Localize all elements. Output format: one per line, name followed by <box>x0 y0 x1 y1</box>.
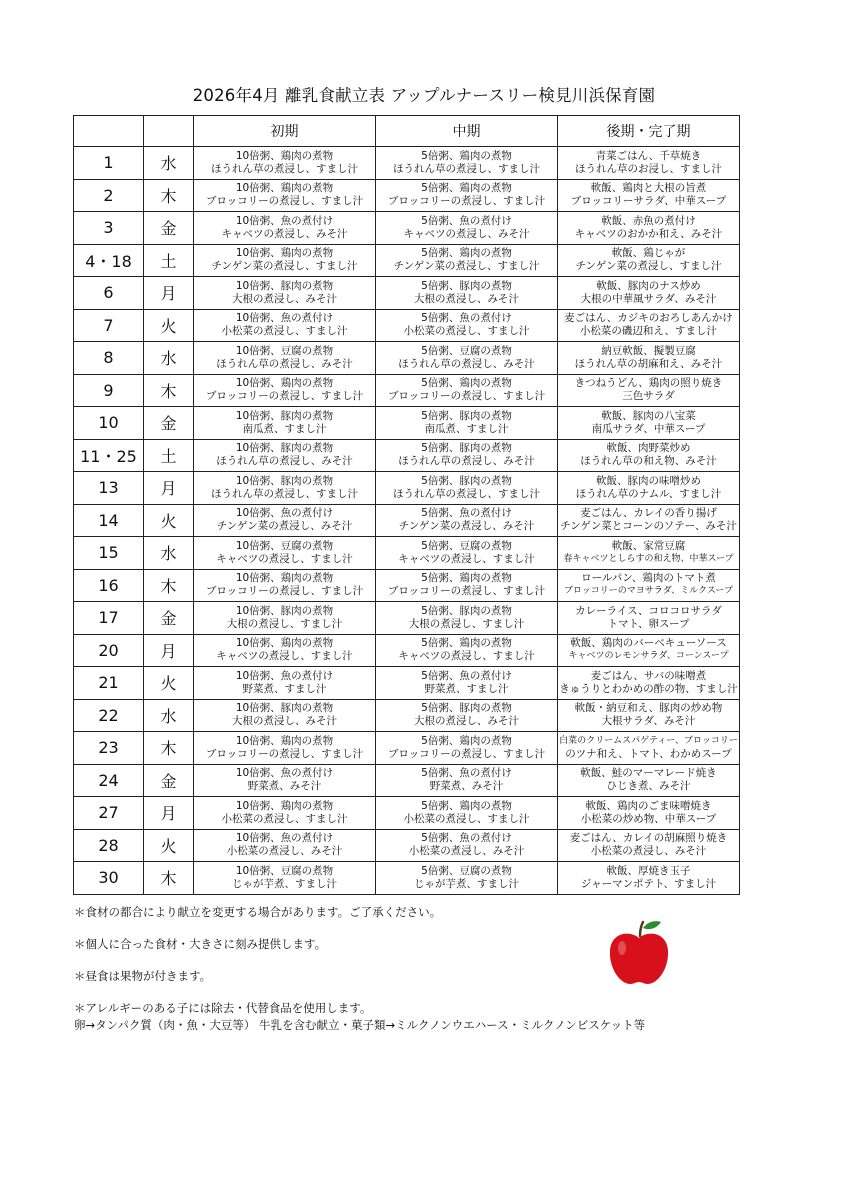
early-meal-cell <box>194 602 376 635</box>
meal-line: ひじき煮、みそ汁 <box>606 780 691 793</box>
meal-line: 10倍粥、魚の煮付け <box>235 832 334 845</box>
meal-line: キャベツの煮浸し、みそ汁 <box>403 227 530 240</box>
mid-meal-cell <box>376 504 558 537</box>
day-cell: 15 <box>74 537 144 570</box>
meal-line: 小松菜の煮浸し、すまし汁 <box>403 325 530 338</box>
note-4: ＊アレルギーのある子には除去・代替食品を使用します。 <box>74 1001 372 1015</box>
mid-meal-cell <box>376 699 558 732</box>
meal-line: 小松菜の煮浸し、すまし汁 <box>221 325 348 338</box>
table-row <box>74 472 740 505</box>
meal-line: 10倍粥、豚肉の煮物 <box>235 442 334 455</box>
header-mid: 中期 <box>376 116 558 147</box>
mid-meal-cell <box>376 537 558 570</box>
weekday-cell: 月 <box>144 472 194 505</box>
meal-line: 軟飯、赤魚の煮付け <box>601 214 696 227</box>
early-meal-cell <box>194 862 376 895</box>
allergy-detail: 卵→タンパク質（肉・魚・大豆等） 牛乳を含む献立・菓子類→ミルクノンウエハース・ミルクノンビスケット等 <box>74 1018 646 1032</box>
day-cell: 27 <box>74 797 144 830</box>
menu-table <box>73 115 740 895</box>
day-cell: 16 <box>74 569 144 602</box>
mid-meal-cell <box>376 569 558 602</box>
meal-line: 三色サラダ <box>622 390 675 403</box>
day-cell: 22 <box>74 699 144 732</box>
meal-line: 小松菜の煮浸し、すまし汁 <box>403 812 530 825</box>
meal-line: ブロッコリーの煮浸し、すまし汁 <box>387 747 546 760</box>
meal-line: ブロッコリーの煮浸し、すまし汁 <box>205 747 364 760</box>
meal-line: ロールパン、鶏肉のトマト煮 <box>581 572 716 585</box>
table-row <box>74 667 740 700</box>
meal-line: 10倍粥、豆腐の煮物 <box>235 344 334 357</box>
early-meal-cell <box>194 797 376 830</box>
meal-line: 野菜煮、すまし汁 <box>424 682 509 695</box>
table-row <box>74 634 740 667</box>
weekday-cell: 木 <box>144 862 194 895</box>
mid-meal-cell <box>376 732 558 765</box>
late-meal-cell <box>558 797 740 830</box>
late-meal-cell <box>558 309 740 342</box>
meal-line: 麦ごはん、カジキのおろしあんかけ <box>564 312 733 325</box>
meal-line: キャベツの煮浸し、すまし汁 <box>398 650 535 663</box>
meal-line: 納豆軟飯、擬製豆腐 <box>601 344 696 357</box>
note-1: ＊食材の都合により献立を変更する場合があります。ご了承ください。 <box>74 905 442 919</box>
meal-line: ブロッコリーの煮浸し、すまし汁 <box>387 390 546 403</box>
weekday-cell: 火 <box>144 504 194 537</box>
apple-stem <box>640 922 643 936</box>
late-meal-cell <box>558 439 740 472</box>
weekday-cell: 金 <box>144 212 194 245</box>
meal-line: 白菜のクリームスパゲティー、ブロッコリー <box>559 735 738 746</box>
mid-meal-cell <box>376 342 558 375</box>
meal-line: 10倍粥、豆腐の煮物 <box>235 539 334 552</box>
table-row <box>74 244 740 277</box>
meal-line: 10倍粥、鶏肉の煮物 <box>235 247 334 260</box>
early-meal-cell <box>194 277 376 310</box>
table-row <box>74 504 740 537</box>
meal-line: ブロッコリーの煮浸し、すまし汁 <box>387 195 546 208</box>
meal-line: 5倍粥、豚肉の煮物 <box>421 442 512 455</box>
day-cell: 4・18 <box>74 244 144 277</box>
table-row <box>74 179 740 212</box>
meal-line: ほうれん草の和え物、みそ汁 <box>580 455 717 468</box>
meal-line: 南瓜煮、すまし汁 <box>242 422 327 435</box>
day-cell: 21 <box>74 667 144 700</box>
meal-line: 5倍粥、魚の煮付け <box>421 507 512 520</box>
late-meal-cell <box>558 732 740 765</box>
meal-line: 大根の煮浸し、みそ汁 <box>414 292 519 305</box>
meal-line: 南瓜煮、すまし汁 <box>424 422 509 435</box>
meal-line: 小松菜の煮浸し、みそ汁 <box>590 845 707 858</box>
header-day <box>74 116 144 147</box>
meal-line: 10倍粥、豚肉の煮物 <box>235 474 334 487</box>
meal-line: キャベツの煮浸し、みそ汁 <box>221 227 348 240</box>
day-cell: 10 <box>74 407 144 440</box>
early-meal-cell <box>194 439 376 472</box>
day-cell: 1 <box>74 147 144 180</box>
meal-line: ほうれん草の煮浸し、すまし汁 <box>211 487 358 500</box>
meal-line: 大根の中華風サラダ、みそ汁 <box>580 292 717 305</box>
table-row <box>74 439 740 472</box>
meal-line: 10倍粥、鶏肉の煮物 <box>235 149 334 162</box>
meal-line: チンゲン菜の煮浸し、すまし汁 <box>575 260 722 273</box>
meal-line: 5倍粥、鶏肉の煮物 <box>421 182 512 195</box>
weekday-cell: 月 <box>144 634 194 667</box>
day-cell: 28 <box>74 829 144 862</box>
meal-line: 10倍粥、鶏肉の煮物 <box>235 637 334 650</box>
apple-body <box>610 934 668 984</box>
meal-line: 10倍粥、豚肉の煮物 <box>235 702 334 715</box>
meal-line: ブロッコリーの煮浸し、すまし汁 <box>205 195 364 208</box>
meal-line: 軟飯、豚肉のナス炒め <box>596 279 701 292</box>
meal-line: ブロッコリーの煮浸し、すまし汁 <box>205 585 364 598</box>
meal-line: 軟飯、豚肉の八宝菜 <box>601 409 696 422</box>
late-meal-cell <box>558 829 740 862</box>
meal-line: 軟飯・納豆和え、豚肉の炒め物 <box>574 702 723 715</box>
meal-line: 10倍粥、豚肉の煮物 <box>235 279 334 292</box>
meal-line: キャベツの煮浸し、すまし汁 <box>216 650 353 663</box>
mid-meal-cell <box>376 147 558 180</box>
table-row <box>74 374 740 407</box>
meal-line: 10倍粥、魚の煮付け <box>235 214 334 227</box>
meal-line: キャベツのおかか和え、みそ汁 <box>574 227 723 240</box>
menu-body <box>74 147 740 895</box>
meal-line: 10倍粥、魚の煮付け <box>235 767 334 780</box>
early-meal-cell <box>194 634 376 667</box>
meal-line: 5倍粥、豆腐の煮物 <box>421 344 512 357</box>
meal-line: 春キャベツとしらすの和え物、中華スープ <box>563 553 734 564</box>
meal-line: ほうれん草の煮浸し、みそ汁 <box>216 357 353 370</box>
table-row <box>74 862 740 895</box>
meal-line: 5倍粥、鶏肉の煮物 <box>421 637 512 650</box>
meal-line: 5倍粥、豚肉の煮物 <box>421 702 512 715</box>
meal-line: ブロッコリーサラダ、中華スープ <box>570 195 727 208</box>
meal-line: 軟飯、厚焼き玉子 <box>606 864 691 877</box>
meal-line: 大根の煮浸し、すまし汁 <box>408 617 525 630</box>
header-row <box>74 116 740 147</box>
meal-line: ほうれん草の煮浸し、すまし汁 <box>393 162 540 175</box>
table-row <box>74 309 740 342</box>
weekday-cell: 火 <box>144 829 194 862</box>
meal-line: 軟飯、鶏肉のバーベキューソース <box>570 637 727 650</box>
late-meal-cell <box>558 244 740 277</box>
meal-line: 5倍粥、豚肉の煮物 <box>421 604 512 617</box>
meal-line: 5倍粥、魚の煮付け <box>421 832 512 845</box>
table-row <box>74 602 740 635</box>
meal-line: キャベツの煮浸し、すまし汁 <box>216 552 353 565</box>
day-cell: 30 <box>74 862 144 895</box>
early-meal-cell <box>194 244 376 277</box>
weekday-cell: 月 <box>144 277 194 310</box>
meal-line: 麦ごはん、カレイの香り揚げ <box>580 507 717 520</box>
mid-meal-cell <box>376 309 558 342</box>
meal-line: 5倍粥、魚の煮付け <box>421 767 512 780</box>
mid-meal-cell <box>376 634 558 667</box>
meal-line: キャベツのレモンサラダ、コーンスープ <box>568 651 729 662</box>
late-meal-cell <box>558 537 740 570</box>
early-meal-cell <box>194 472 376 505</box>
early-meal-cell <box>194 732 376 765</box>
meal-line: 南瓜サラダ、中華スープ <box>591 422 706 435</box>
day-cell: 8 <box>74 342 144 375</box>
meal-line: 麦ごはん、カレイの胡麻照り焼き <box>569 832 728 845</box>
meal-line: 大根の煮浸し、すまし汁 <box>226 617 343 630</box>
meal-line: 5倍粥、魚の煮付け <box>421 312 512 325</box>
late-meal-cell <box>558 634 740 667</box>
early-meal-cell <box>194 212 376 245</box>
meal-line: 10倍粥、鶏肉の煮物 <box>235 572 334 585</box>
early-meal-cell <box>194 569 376 602</box>
meal-line: 野菜煮、すまし汁 <box>242 682 327 695</box>
day-cell: 20 <box>74 634 144 667</box>
table-row <box>74 537 740 570</box>
meal-line: きゅうりとわかめの酢の物、すまし汁 <box>559 682 738 695</box>
meal-line: 軟飯、肉野菜炒め <box>606 442 691 455</box>
mid-meal-cell <box>376 667 558 700</box>
late-meal-cell <box>558 472 740 505</box>
meal-line: きつねうどん、鶏肉の照り焼き <box>574 377 723 390</box>
weekday-cell: 金 <box>144 407 194 440</box>
early-meal-cell <box>194 374 376 407</box>
mid-meal-cell <box>376 797 558 830</box>
day-cell: 7 <box>74 309 144 342</box>
mid-meal-cell <box>376 407 558 440</box>
meal-line: 10倍粥、鶏肉の煮物 <box>235 377 334 390</box>
table-row <box>74 342 740 375</box>
day-cell: 3 <box>74 212 144 245</box>
meal-line: 10倍粥、魚の煮付け <box>235 669 334 682</box>
late-meal-cell <box>558 179 740 212</box>
meal-line: チンゲン菜の煮浸し、すまし汁 <box>211 260 358 273</box>
table-row <box>74 699 740 732</box>
late-meal-cell <box>558 862 740 895</box>
mid-meal-cell <box>376 439 558 472</box>
meal-line: 大根サラダ、みそ汁 <box>601 715 696 728</box>
weekday-cell: 金 <box>144 764 194 797</box>
weekday-cell: 火 <box>144 667 194 700</box>
meal-line: 5倍粥、豚肉の煮物 <box>421 474 512 487</box>
early-meal-cell <box>194 504 376 537</box>
weekday-cell: 水 <box>144 147 194 180</box>
meal-line: 小松菜の煮浸し、みそ汁 <box>226 845 343 858</box>
meal-line: ほうれん草の煮浸し、すまし汁 <box>211 162 358 175</box>
meal-line: 野菜煮、みそ汁 <box>247 780 322 793</box>
meal-line: 軟飯、鮭のマーマレード焼き <box>580 767 717 780</box>
mid-meal-cell <box>376 277 558 310</box>
late-meal-cell <box>558 504 740 537</box>
early-meal-cell <box>194 342 376 375</box>
late-meal-cell <box>558 277 740 310</box>
meal-line: 10倍粥、鶏肉の煮物 <box>235 799 334 812</box>
weekday-cell: 月 <box>144 797 194 830</box>
late-meal-cell <box>558 764 740 797</box>
meal-line: 野菜煮、みそ汁 <box>429 780 504 793</box>
table-row <box>74 569 740 602</box>
note-3: ＊昼食は果物が付きます。 <box>74 969 212 983</box>
meal-line: 軟飯、豚肉の味噌炒め <box>596 474 701 487</box>
weekday-cell: 金 <box>144 602 194 635</box>
mid-meal-cell <box>376 472 558 505</box>
late-meal-cell <box>558 212 740 245</box>
day-cell: 9 <box>74 374 144 407</box>
late-meal-cell <box>558 147 740 180</box>
meal-line: 10倍粥、鶏肉の煮物 <box>235 734 334 747</box>
notes <box>74 905 645 1033</box>
early-meal-cell <box>194 179 376 212</box>
meal-line: 軟飯、鶏肉と大根の旨煮 <box>590 182 707 195</box>
early-meal-cell <box>194 407 376 440</box>
day-cell: 14 <box>74 504 144 537</box>
early-meal-cell <box>194 667 376 700</box>
late-meal-cell <box>558 407 740 440</box>
meal-line: じゃが芋煮、すまし汁 <box>232 877 337 890</box>
late-meal-cell <box>558 569 740 602</box>
meal-line: ジャーマンポテト、すまし汁 <box>580 877 717 890</box>
late-meal-cell <box>558 342 740 375</box>
meal-line: 青菜ごはん、千草焼き <box>595 149 702 162</box>
weekday-cell: 水 <box>144 699 194 732</box>
mid-meal-cell <box>376 212 558 245</box>
meal-line: ほうれん草の胡麻和え、みそ汁 <box>574 357 723 370</box>
note-2: ＊個人に合った食材・大きさに刻み提供します。 <box>74 937 327 951</box>
meal-line: 5倍粥、鶏肉の煮物 <box>421 377 512 390</box>
meal-line: のツナ和え、トマト、わかめスープ <box>565 747 732 760</box>
meal-line: ブロッコリーの煮浸し、すまし汁 <box>205 390 364 403</box>
meal-line: 10倍粥、豚肉の煮物 <box>235 604 334 617</box>
weekday-cell: 水 <box>144 537 194 570</box>
early-meal-cell <box>194 829 376 862</box>
day-cell: 2 <box>74 179 144 212</box>
meal-line: ブロッコリーの煮浸し、すまし汁 <box>387 585 546 598</box>
weekday-cell: 木 <box>144 374 194 407</box>
meal-line: 軟飯、鶏肉のごま味噌焼き <box>585 799 712 812</box>
weekday-cell: 水 <box>144 342 194 375</box>
meal-line: カレーライス、コロコロサラダ <box>575 604 722 617</box>
weekday-cell: 木 <box>144 569 194 602</box>
meal-line: キャベツの煮浸し、すまし汁 <box>398 552 535 565</box>
meal-line: 5倍粥、鶏肉の煮物 <box>421 734 512 747</box>
meal-line: ほうれん草のお浸し、すまし汁 <box>575 162 722 175</box>
mid-meal-cell <box>376 602 558 635</box>
meal-line: ほうれん草のナムル、すまし汁 <box>575 487 722 500</box>
early-meal-cell <box>194 764 376 797</box>
mid-meal-cell <box>376 374 558 407</box>
late-meal-cell <box>558 374 740 407</box>
table-row <box>74 829 740 862</box>
meal-line: 5倍粥、鶏肉の煮物 <box>421 149 512 162</box>
table-row <box>74 212 740 245</box>
meal-line: 小松菜の煮浸し、すまし汁 <box>221 812 348 825</box>
meal-line: 5倍粥、豚肉の煮物 <box>421 409 512 422</box>
meal-line: 5倍粥、鶏肉の煮物 <box>421 247 512 260</box>
meal-line: チンゲン菜の煮浸し、すまし汁 <box>393 260 540 273</box>
mid-meal-cell <box>376 829 558 862</box>
meal-line: トマト、卵スープ <box>607 617 690 630</box>
meal-line: じゃが芋煮、すまし汁 <box>414 877 519 890</box>
meal-line: 大根の煮浸し、みそ汁 <box>414 715 519 728</box>
meal-line: 5倍粥、鶏肉の煮物 <box>421 799 512 812</box>
meal-line: チンゲン菜とコーンのソテー、みそ汁 <box>560 520 737 533</box>
meal-line: 軟飯、家常豆腐 <box>611 539 686 552</box>
meal-line: 軟飯、鶏じゃが <box>611 247 686 260</box>
meal-line: チンゲン菜の煮浸し、みそ汁 <box>398 520 535 533</box>
meal-line: ブロッコリーのマヨサラダ、ミルクスープ <box>563 586 734 597</box>
late-meal-cell <box>558 667 740 700</box>
meal-line: 大根の煮浸し、みそ汁 <box>232 715 337 728</box>
meal-line: 5倍粥、鶏肉の煮物 <box>421 572 512 585</box>
meal-line: 5倍粥、豚肉の煮物 <box>421 279 512 292</box>
table-row <box>74 407 740 440</box>
meal-line: 麦ごはん、サバの味噌煮 <box>590 669 707 682</box>
meal-line: ほうれん草の煮浸し、みそ汁 <box>216 455 353 468</box>
table-row <box>74 147 740 180</box>
meal-line: 小松菜の炒め物、中華スープ <box>580 812 717 825</box>
weekday-cell: 土 <box>144 244 194 277</box>
table-row <box>74 732 740 765</box>
day-cell: 13 <box>74 472 144 505</box>
day-cell: 23 <box>74 732 144 765</box>
apple-icon <box>606 918 672 988</box>
early-meal-cell <box>194 537 376 570</box>
early-meal-cell <box>194 309 376 342</box>
day-cell: 11・25 <box>74 439 144 472</box>
day-cell: 6 <box>74 277 144 310</box>
header-weekday <box>144 116 194 147</box>
weekday-cell: 火 <box>144 309 194 342</box>
meal-line: 5倍粥、魚の煮付け <box>421 669 512 682</box>
early-meal-cell <box>194 147 376 180</box>
late-meal-cell <box>558 699 740 732</box>
meal-line: ほうれん草の煮浸し、みそ汁 <box>398 357 535 370</box>
table-row <box>74 764 740 797</box>
day-cell: 24 <box>74 764 144 797</box>
day-cell: 17 <box>74 602 144 635</box>
weekday-cell: 木 <box>144 179 194 212</box>
meal-line: ほうれん草の煮浸し、みそ汁 <box>398 455 535 468</box>
apple-leaf <box>643 921 661 929</box>
meal-line: 5倍粥、豆腐の煮物 <box>421 864 512 877</box>
mid-meal-cell <box>376 244 558 277</box>
meal-line: チンゲン菜の煮浸し、みそ汁 <box>216 520 353 533</box>
meal-line: 10倍粥、鶏肉の煮物 <box>235 182 334 195</box>
meal-line: 5倍粥、豆腐の煮物 <box>421 539 512 552</box>
mid-meal-cell <box>376 179 558 212</box>
meal-line: 10倍粥、豚肉の煮物 <box>235 409 334 422</box>
meal-line: 5倍粥、魚の煮付け <box>421 214 512 227</box>
early-meal-cell <box>194 699 376 732</box>
meal-line: 小松菜の煮浸し、みそ汁 <box>408 845 525 858</box>
meal-line: ほうれん草の煮浸し、すまし汁 <box>393 487 540 500</box>
header-late: 後期・完了期 <box>558 116 740 147</box>
table-row <box>74 277 740 310</box>
meal-line: 10倍粥、豆腐の煮物 <box>235 864 334 877</box>
header-early: 初期 <box>194 116 376 147</box>
meal-line: 大根の煮浸し、みそ汁 <box>232 292 337 305</box>
late-meal-cell <box>558 602 740 635</box>
weekday-cell: 木 <box>144 732 194 765</box>
mid-meal-cell <box>376 764 558 797</box>
page-title: 2026年4月 離乳食献立表 アップルナースリー検見川浜保育園 <box>192 86 656 105</box>
meal-line: 10倍粥、魚の煮付け <box>235 507 334 520</box>
meal-line: 10倍粥、魚の煮付け <box>235 312 334 325</box>
table-row <box>74 797 740 830</box>
meal-line: 小松菜の磯辺和え、すまし汁 <box>579 325 718 338</box>
weekday-cell: 土 <box>144 439 194 472</box>
mid-meal-cell <box>376 862 558 895</box>
